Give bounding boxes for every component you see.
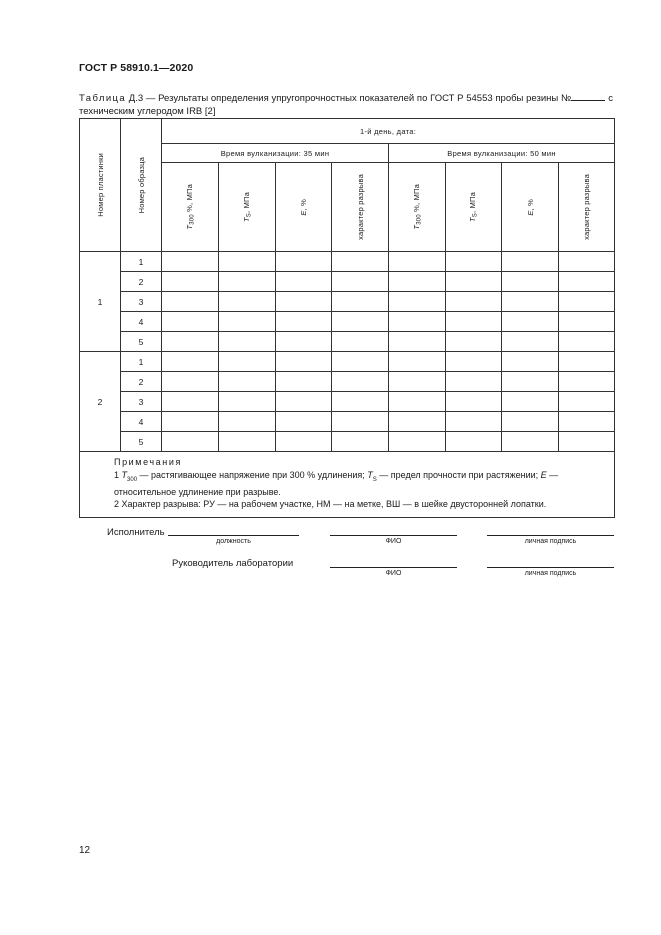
value-cell[interactable] — [162, 392, 219, 412]
value-cell[interactable] — [332, 272, 389, 292]
value-cell[interactable] — [446, 432, 502, 452]
results-table — [79, 118, 615, 518]
value-cell[interactable] — [219, 372, 276, 392]
sample-number-cell: 2 — [121, 272, 162, 292]
caption-text-1: — Результаты определения упругопрочностных показателей по ГОСТ Р 54553 пробы резины — [143, 93, 559, 104]
header-t300-50: $T_{300}$ %, МПа — [389, 163, 446, 252]
sample-number-cell: 1 — [121, 252, 162, 272]
header-time-35: Время вулканизации: 35 мин — [162, 144, 389, 163]
sample-number-cell: 2 — [121, 372, 162, 392]
value-cell[interactable] — [162, 292, 219, 312]
value-cell[interactable] — [332, 412, 389, 432]
value-cell[interactable] — [389, 392, 446, 412]
value-cell[interactable] — [332, 252, 389, 272]
value-cell[interactable] — [219, 432, 276, 452]
table-row — [80, 312, 615, 332]
table-row — [80, 432, 615, 452]
table-row — [80, 272, 615, 292]
fio-line-2 — [330, 567, 457, 568]
value-cell[interactable] — [219, 352, 276, 372]
sample-number-blank — [571, 91, 605, 101]
value-cell[interactable] — [389, 252, 446, 272]
value-cell[interactable] — [276, 352, 332, 372]
header-plate-number: Номер пластинки — [80, 119, 121, 252]
caption-no-sign: № — [560, 93, 572, 104]
signature-line-1 — [487, 535, 614, 536]
table-row — [80, 392, 615, 412]
note-2: 2 Характер разрыва: РУ — на рабочем участке, НМ — на метке, ВШ — в шейке двусторонней лопатки. — [114, 499, 547, 510]
value-cell[interactable] — [276, 432, 332, 452]
page-number: 12 — [79, 845, 91, 856]
header-e-35: E, % — [276, 163, 332, 252]
value-cell[interactable] — [276, 252, 332, 272]
table-row — [80, 372, 615, 392]
value-cell[interactable] — [162, 372, 219, 392]
table-caption — [79, 91, 613, 118]
value-cell[interactable] — [276, 332, 332, 352]
header-day-date: 1-й день, дата: — [162, 119, 615, 144]
table-row — [80, 412, 615, 432]
value-cell[interactable] — [332, 292, 389, 312]
value-cell[interactable] — [559, 312, 615, 332]
value-cell[interactable] — [559, 412, 615, 432]
value-cell[interactable] — [559, 352, 615, 372]
value-cell[interactable] — [502, 272, 559, 292]
value-cell[interactable] — [332, 372, 389, 392]
header-e-50: E, % — [502, 163, 559, 252]
header-time-50: Время вулканизации: 50 мин — [389, 144, 615, 163]
value-cell[interactable] — [502, 312, 559, 332]
value-cell[interactable] — [502, 252, 559, 272]
signature-caption-1: личная подпись — [524, 538, 577, 545]
fio-caption-1: ФИО — [385, 538, 402, 545]
value-cell[interactable] — [276, 312, 332, 332]
value-cell[interactable] — [446, 312, 502, 332]
value-cell[interactable] — [162, 272, 219, 292]
value-cell[interactable] — [389, 312, 446, 332]
value-cell[interactable] — [559, 272, 615, 292]
value-cell[interactable] — [219, 412, 276, 432]
sample-number-cell: 3 — [121, 392, 162, 412]
header-ts-35: $T_S$, МПа — [219, 163, 276, 252]
plate-number-cell: 2 — [80, 352, 121, 452]
value-cell[interactable] — [332, 392, 389, 412]
value-cell[interactable] — [446, 272, 502, 292]
signature-caption-2: личная подпись — [524, 570, 577, 577]
value-cell[interactable] — [162, 412, 219, 432]
plate-number-cell: 1 — [80, 252, 121, 352]
table-row — [80, 252, 615, 272]
value-cell[interactable] — [446, 372, 502, 392]
value-cell[interactable] — [276, 412, 332, 432]
value-cell[interactable] — [162, 252, 219, 272]
header-char-35: характер разрыва — [332, 163, 389, 252]
value-cell[interactable] — [219, 332, 276, 352]
header-ts-50: $T_S$, МПа — [446, 163, 502, 252]
note-1: 1 $T_{300}$ — растягивающее напряжение при 300 % удлинения; $T_S$ — предел прочности при растяжении; E — относительное удлинение при разрыве. — [114, 469, 559, 497]
sample-number-cell: 3 — [121, 292, 162, 312]
sample-number-cell: 5 — [121, 332, 162, 352]
value-cell[interactable] — [219, 272, 276, 292]
position-line — [168, 535, 299, 536]
position-caption: должность — [216, 538, 251, 545]
value-cell[interactable] — [389, 372, 446, 392]
sample-number-cell: 4 — [121, 312, 162, 332]
header-sample-number: Номер образца — [121, 119, 162, 252]
value-cell[interactable] — [559, 372, 615, 392]
table-row — [80, 352, 615, 372]
value-cell[interactable] — [446, 252, 502, 272]
table-row — [80, 332, 615, 352]
value-cell[interactable] — [446, 412, 502, 432]
header-char-50: характер разрыва — [559, 163, 615, 252]
value-cell[interactable] — [559, 292, 615, 312]
value-cell[interactable] — [446, 352, 502, 372]
value-cell[interactable] — [162, 352, 219, 372]
fio-line-1 — [330, 535, 457, 536]
fio-caption-2: ФИО — [385, 570, 402, 577]
notes-title: Примечания — [114, 457, 182, 467]
value-cell[interactable] — [502, 292, 559, 312]
value-cell[interactable] — [162, 312, 219, 332]
sample-number-cell: 5 — [121, 432, 162, 452]
caption-label: Таблица — [79, 93, 127, 104]
value-cell[interactable] — [559, 432, 615, 452]
value-cell[interactable] — [219, 292, 276, 312]
header-t300-35: $T_{300}$ %, МПа — [162, 163, 219, 252]
document-code: ГОСТ Р 58910.1—2020 — [79, 62, 194, 74]
value-cell[interactable] — [389, 352, 446, 372]
value-cell[interactable] — [446, 292, 502, 312]
value-cell[interactable] — [389, 412, 446, 432]
value-cell[interactable] — [276, 372, 332, 392]
value-cell[interactable] — [559, 332, 615, 352]
value-cell[interactable] — [502, 372, 559, 392]
value-cell[interactable] — [502, 352, 559, 372]
value-cell[interactable] — [276, 292, 332, 312]
sample-number-cell: 4 — [121, 412, 162, 432]
value-cell[interactable] — [446, 332, 502, 352]
value-cell[interactable] — [162, 432, 219, 452]
table-row — [80, 292, 615, 312]
value-cell[interactable] — [162, 332, 219, 352]
value-cell[interactable] — [389, 272, 446, 292]
value-cell[interactable] — [446, 392, 502, 412]
value-cell[interactable] — [219, 252, 276, 272]
value-cell[interactable] — [219, 312, 276, 332]
value-cell[interactable] — [502, 412, 559, 432]
value-cell[interactable] — [389, 432, 446, 452]
value-cell[interactable] — [502, 332, 559, 352]
caption-text-2: с техническим углеродом IRB [2] — [79, 93, 613, 117]
value-cell[interactable] — [559, 392, 615, 412]
value-cell[interactable] — [332, 352, 389, 372]
sample-number-cell: 1 — [121, 352, 162, 372]
value-cell[interactable] — [276, 392, 332, 412]
executor-label: Исполнитель — [107, 527, 165, 538]
value-cell[interactable] — [332, 312, 389, 332]
value-cell[interactable] — [559, 252, 615, 272]
table-notes — [80, 452, 615, 518]
caption-number: Д.3 — [128, 93, 144, 104]
value-cell[interactable] — [276, 272, 332, 292]
signature-line-2 — [487, 567, 614, 568]
value-cell[interactable] — [502, 432, 559, 452]
value-cell[interactable] — [389, 292, 446, 312]
value-cell[interactable] — [332, 332, 389, 352]
value-cell[interactable] — [332, 432, 389, 452]
lab-head-label: Руководитель лаборатории — [172, 558, 294, 569]
value-cell[interactable] — [219, 392, 276, 412]
value-cell[interactable] — [502, 392, 559, 412]
value-cell[interactable] — [389, 332, 446, 352]
